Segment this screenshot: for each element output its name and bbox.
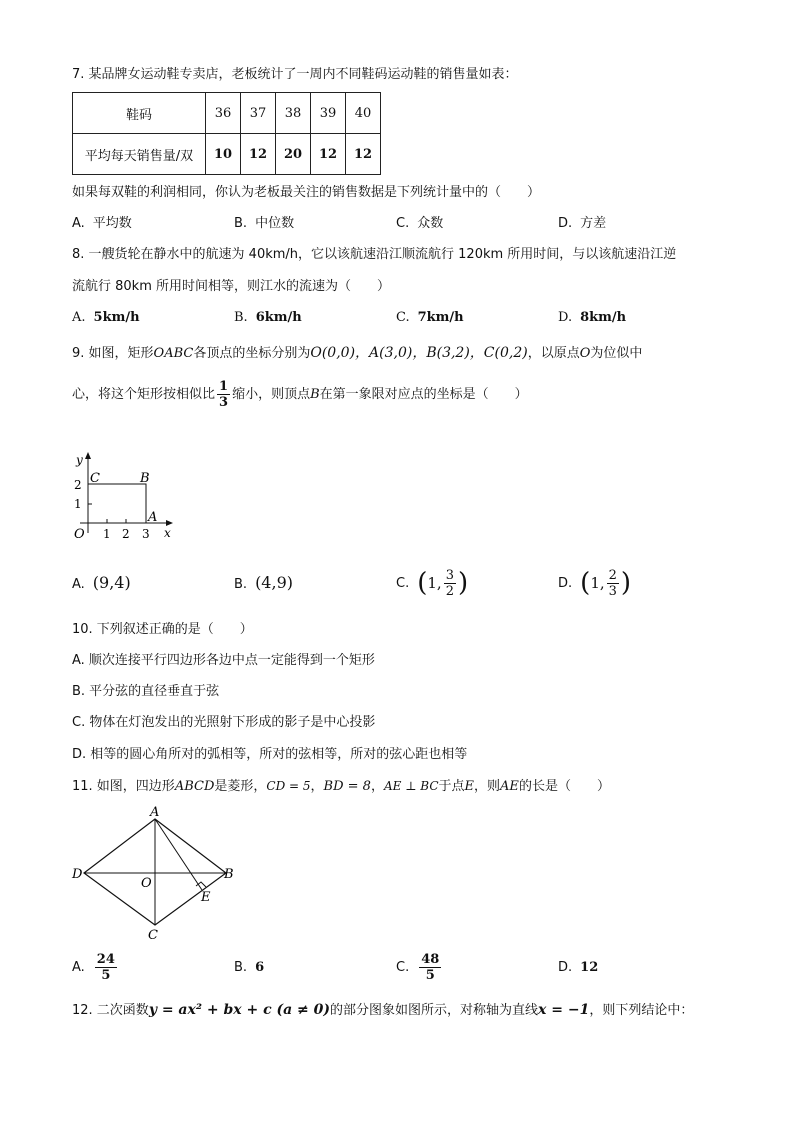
q10-option-d[interactable]: D. 相等的圆心角所对的弧相等，所对的弦相等，所对的弦心距也相等 [72,747,468,762]
point-b-label: B [140,471,150,486]
table-cell: 36 [206,93,241,134]
table-cell: 12 [311,134,346,175]
point-c-label: C [148,928,158,943]
option-tag: A. [72,960,85,975]
y-tick-label: 1 [74,497,82,511]
table-cell: 40 [346,93,381,134]
q7-stem: 7. 某品牌女运动鞋专卖店，老板统计了一周内不同鞋码运动鞋的销售量如表： [72,67,518,82]
right-paren: ) [457,568,469,598]
shoe-size-table [72,92,381,175]
option-tag: B. [234,310,248,325]
option-fraction [607,568,619,599]
text-run: 9. 如图，矩形 [72,346,154,361]
text-run: 11. 如图，四边形 [72,779,175,794]
q9-option-a[interactable] [72,574,131,594]
option-tag: C. [396,310,410,325]
q9-rectangle-figure [68,450,178,545]
fraction-numerator: 3 [445,567,454,583]
coordinates: O(0,0)，A(3,0)，B(3,2)，C(0,2) [310,345,528,361]
q10-option-b[interactable]: B. 平分弦的直径垂直于弦 [72,684,220,699]
text-run: 缩小，则顶点 [232,387,311,402]
point-a-label: A [148,510,158,525]
q10-option-c[interactable]: C. 物体在灯泡发出的光照射下形成的影子是中心投影 [72,715,376,730]
left-paren: ( [417,568,428,598]
option-tag: A. [72,310,86,325]
y-axis-arrow [85,452,91,459]
text-run: ，以原点 [527,346,580,361]
option-text: 1, [590,574,605,592]
text-run: ，则下列结论中： [589,1003,694,1018]
q8-line-2: 流航行 80km 所用时间相等，则江水的流速为（ ） [72,279,390,294]
table-cell: 12 [241,134,276,175]
point-o-label: O [141,876,152,891]
fraction-numerator: 48 [421,952,440,967]
q7-option-b[interactable] [234,215,294,233]
fraction-denominator: 3 [219,395,229,410]
q9-option-d[interactable] [558,563,631,604]
option-text: 12 [580,960,599,975]
cd-length: CD = 5 [266,779,311,793]
option-tag: D. [558,575,573,591]
text-run: 是菱形， [214,779,267,794]
text-run: 12. 二次函数 [72,1003,149,1018]
point-d-label: D [72,867,83,882]
q12-stem [72,1001,693,1020]
shape-name: ABCD [174,779,215,794]
q8-option-b[interactable] [234,309,302,327]
text-run: 的部分图象如图所示，对称轴为直线 [330,1003,539,1018]
origin-label: O [74,527,85,542]
option-text: 1, [427,574,442,592]
point-a-label: A [150,805,160,820]
x-tick-label: 1 [103,527,111,541]
q11-option-b[interactable] [234,959,264,977]
option-tag: C. [396,216,410,231]
option-tag: A. [72,577,85,592]
ratio-fraction [217,379,230,410]
q7-option-a[interactable] [72,215,132,233]
q9-option-b[interactable] [234,574,293,594]
option-tag: D. [558,960,573,975]
table-cell: 37 [241,93,276,134]
q11-option-d[interactable] [558,959,598,977]
q8-line-1: 8. 一艘货轮在静水中的航速为 40km/h，它以该航速沿江顺流航行 120km 所用时间，与以该航速沿江逆 [72,247,677,262]
q11-option-a[interactable] [72,948,119,988]
q7-option-c[interactable] [396,215,443,233]
table-header-cell: 平均每天销售量/双 [73,134,206,175]
y-axis-label: y [76,453,83,467]
origin-label: O [579,346,591,361]
segment-ae [155,819,202,890]
q10-option-a[interactable]: A. 顺次连接平行四边形各边中点一定能得到一个矩形 [72,653,375,668]
q9-line-1 [72,344,642,363]
q8-option-c[interactable] [396,309,464,327]
table-cell: 20 [276,134,311,175]
option-tag: B. [234,216,248,231]
option-text: (9,4) [92,573,131,592]
fraction-denominator: 5 [425,968,435,983]
fraction-denominator: 5 [101,968,111,983]
fraction-denominator: 3 [608,583,617,599]
option-tag: C. [396,575,410,591]
option-text: 平均数 [92,216,132,231]
fraction-numerator: 24 [96,952,115,967]
option-tag: B. [234,577,248,592]
option-text: (4,9) [255,573,293,592]
option-text: 6 [255,960,265,975]
point-e-label: E [201,890,211,905]
table-header-cell: 鞋码 [73,93,206,134]
q7-option-d[interactable] [558,215,606,233]
option-fraction [95,952,117,983]
option-text: 众数 [417,216,444,231]
text-run: ，则 [474,779,501,794]
q8-option-d[interactable] [558,309,626,327]
fraction-denominator: 2 [445,583,454,599]
text-run: 于点 [438,779,465,794]
q7-question: 如果每双鞋的利润相同，你认为老板最关注的销售数据是下列统计量中的（ ） [72,185,541,200]
option-tag: A. [72,216,85,231]
option-text: 中位数 [255,216,295,231]
q9-line-2 [72,378,528,412]
option-tag: B. [234,960,248,975]
text-run: 为位似中 [590,346,643,361]
q9-option-c[interactable] [396,563,468,604]
table-row [73,93,381,134]
bd-length: BD = 8 [323,779,371,794]
q8-option-a[interactable] [72,309,140,327]
segment-label: AE [500,779,519,794]
vertex-label: B [310,387,320,402]
table-cell: 12 [346,134,381,175]
text-run: 心，将这个矩形按相似比 [72,387,216,402]
x-tick-label: 2 [122,527,130,541]
text-run: ， [310,779,324,794]
table-cell: 38 [276,93,311,134]
point-label: E [464,779,475,794]
text-run: 各顶点的坐标分别为 [193,346,311,361]
table-row [73,134,381,175]
option-text: 方差 [580,216,607,231]
option-fraction [444,568,456,599]
q11-option-c[interactable] [396,948,443,988]
text-run: 在第一象限对应点的坐标是（ ） [319,387,528,402]
symmetry-axis: x = −1 [538,1002,590,1018]
text-run: 的长是（ ） [518,779,610,794]
x-axis-label: x [164,526,171,540]
perpendicular-relation: AE ⊥ BC [383,779,439,793]
option-tag: D. [558,310,573,325]
q10-stem: 10. 下列叙述正确的是（ ） [72,622,253,637]
point-b-label: B [224,867,234,882]
y-tick-label: 2 [74,478,82,492]
option-fraction [419,952,441,983]
x-tick-label: 3 [142,527,150,541]
q11-stem [72,777,610,796]
right-paren: ) [620,568,632,598]
option-text: 8km/h [580,310,627,325]
table-cell: 39 [311,93,346,134]
option-text: 7km/h [417,310,464,325]
rect-name: OABC [153,346,194,361]
left-paren: ( [580,568,591,598]
table-cell: 10 [206,134,241,175]
option-text: 6km/h [255,310,302,325]
option-text: 5km/h [93,310,140,325]
rectangle-oabc [88,484,146,523]
text-run: ， [370,779,384,794]
option-tag: D. [558,216,573,231]
fraction-numerator: 1 [219,379,229,394]
quadratic-formula: y = ax² + bx + c (a ≠ 0) [148,1002,331,1018]
option-tag: C. [396,960,410,975]
q11-rhombus-figure [68,805,243,945]
point-c-label: C [90,471,100,486]
fraction-numerator: 2 [608,567,617,583]
